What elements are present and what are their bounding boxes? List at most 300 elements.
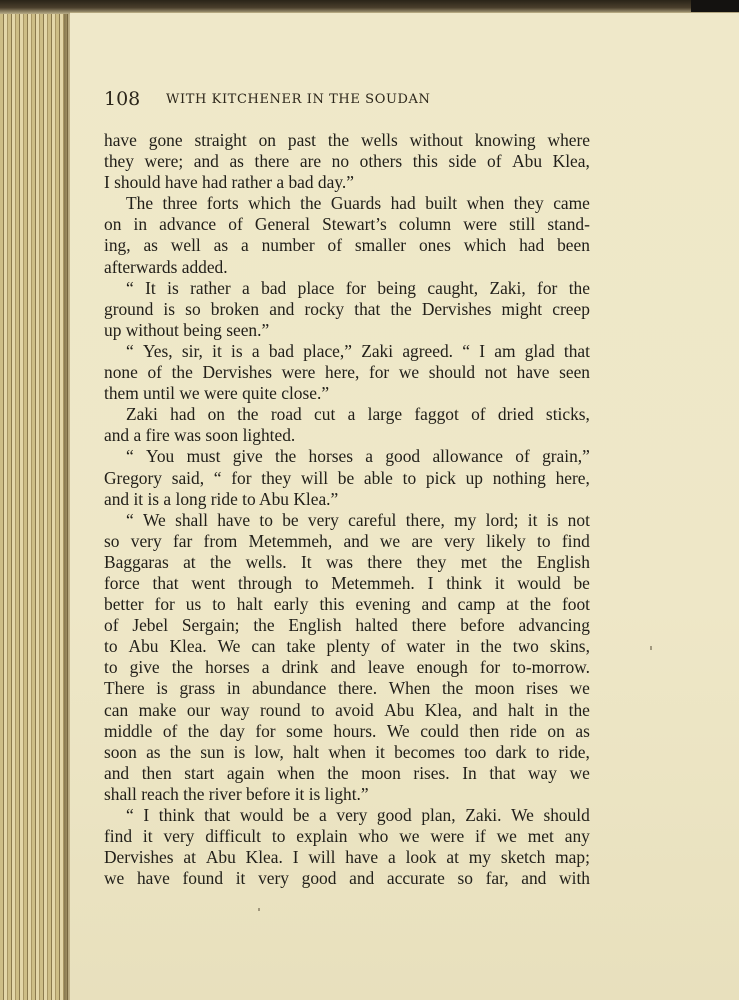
- word: number: [261, 235, 315, 256]
- text-line: [104, 214, 590, 235]
- word: faggot: [414, 404, 459, 425]
- page-header: [104, 84, 564, 114]
- word: good: [376, 805, 412, 825]
- word: water: [406, 636, 445, 657]
- word: would: [517, 572, 561, 593]
- word: column: [398, 214, 452, 235]
- word: none: [104, 362, 138, 383]
- word: likely: [486, 530, 526, 551]
- word: Klea,: [424, 699, 462, 720]
- running-head: WITH KITCHENER IN THE SOUDAN: [166, 92, 431, 107]
- text-line: [104, 678, 590, 699]
- word: at: [446, 847, 459, 868]
- word: wells: [361, 130, 398, 150]
- text-line: [104, 320, 590, 341]
- word: of: [104, 615, 119, 636]
- word: were: [463, 214, 498, 235]
- word: and: [521, 868, 547, 889]
- word: there: [411, 615, 447, 636]
- word: enough: [416, 657, 468, 678]
- word: evening: [355, 594, 411, 615]
- word: sketch: [500, 847, 546, 868]
- word: Sergain;: [181, 615, 240, 636]
- word: very: [307, 509, 339, 530]
- word: we: [569, 678, 590, 699]
- word: met: [460, 551, 487, 572]
- word: English: [288, 615, 342, 636]
- word: good: [385, 446, 421, 467]
- word: of: [162, 720, 178, 741]
- word: from: [203, 530, 238, 551]
- word: is: [156, 678, 168, 699]
- word: who: [358, 826, 389, 847]
- word: place,”: [303, 340, 352, 361]
- word: way: [220, 699, 250, 720]
- word: others: [359, 151, 403, 172]
- word: seen: [559, 362, 590, 383]
- word: We: [511, 805, 534, 825]
- word: of: [471, 404, 486, 425]
- word: for: [255, 720, 276, 741]
- text-line: [104, 193, 590, 214]
- word: so: [457, 868, 473, 889]
- word: very: [336, 805, 368, 825]
- word: went: [191, 572, 226, 593]
- word: they: [104, 151, 134, 172]
- word: is: [233, 741, 246, 762]
- word: side: [448, 151, 477, 172]
- word: Metemmeh.: [331, 572, 415, 593]
- word: Metemmeh,: [248, 530, 333, 551]
- word: Baggaras: [104, 551, 169, 572]
- word: we: [496, 826, 517, 847]
- word: and: [104, 762, 130, 783]
- text-line: [104, 805, 590, 826]
- word: I: [292, 847, 299, 868]
- word: careful: [348, 509, 397, 530]
- word: had: [519, 235, 545, 256]
- word: ground: [104, 298, 154, 319]
- word: far: [172, 530, 193, 551]
- word: ride,: [558, 741, 590, 762]
- word: explain: [296, 826, 348, 847]
- word: to: [104, 636, 118, 657]
- word: came: [553, 193, 590, 214]
- word: a: [319, 805, 327, 825]
- word: of: [228, 214, 243, 235]
- word: on: [258, 130, 276, 150]
- word: Jebel: [132, 615, 169, 636]
- word: have: [217, 509, 251, 530]
- word: past: [287, 130, 316, 150]
- word: here,: [325, 362, 360, 383]
- word: to: [271, 826, 286, 847]
- word: that: [204, 805, 231, 825]
- word: not: [484, 362, 507, 383]
- word: my: [454, 509, 477, 530]
- word: halt: [236, 594, 263, 615]
- word: English: [536, 551, 590, 572]
- word: that: [489, 762, 516, 783]
- word: to: [304, 572, 319, 593]
- word: to-morrow.: [512, 657, 590, 678]
- text-line: [104, 341, 590, 362]
- text-line: [104, 847, 590, 868]
- word: they: [261, 467, 292, 488]
- word: before: [460, 615, 505, 636]
- text-line: [104, 404, 590, 425]
- word: I: [427, 572, 434, 593]
- word: to: [311, 699, 325, 720]
- word: and: [330, 657, 356, 678]
- word: where: [547, 130, 590, 150]
- word: the: [274, 446, 297, 467]
- text-line: [104, 615, 590, 636]
- word: it: [494, 572, 505, 593]
- word: might: [501, 298, 543, 319]
- word: be: [292, 805, 310, 825]
- word: “: [126, 509, 134, 530]
- word: large: [367, 404, 403, 425]
- word: far,: [485, 868, 509, 889]
- word: on: [104, 214, 122, 235]
- word: “: [126, 340, 134, 361]
- word: smaller: [354, 235, 407, 256]
- word: Gregory: [104, 467, 162, 488]
- word: when: [466, 193, 505, 214]
- word: a: [365, 446, 374, 467]
- word: plan,: [421, 805, 456, 825]
- word: there,: [405, 509, 445, 530]
- word: avoid: [335, 699, 374, 720]
- word: able: [363, 467, 393, 488]
- text-line-content: shall reach the river before it is light.”: [104, 783, 369, 804]
- word: we: [104, 868, 125, 889]
- word: of: [515, 446, 530, 467]
- word: there: [367, 551, 403, 572]
- text-line-content: and a fire was soon lighted.: [104, 425, 296, 446]
- word: still: [509, 214, 536, 235]
- word: to: [259, 509, 273, 530]
- page-speck: [258, 908, 260, 911]
- word: said,: [171, 467, 205, 488]
- word: dried: [497, 404, 534, 425]
- word: will: [300, 467, 329, 488]
- word: make: [138, 699, 177, 720]
- word: creep: [552, 298, 590, 319]
- word: halt: [293, 741, 320, 762]
- word: with: [559, 868, 590, 889]
- word: becomes: [394, 741, 455, 762]
- word: low,: [254, 741, 284, 762]
- word: through: [238, 572, 293, 593]
- word: horses: [308, 446, 353, 467]
- word: “: [126, 277, 134, 298]
- word: grass: [179, 678, 216, 699]
- word: for: [345, 277, 366, 298]
- word: we: [379, 530, 401, 551]
- word: is: [167, 277, 179, 298]
- text-line: [104, 468, 590, 489]
- word: for: [368, 362, 390, 383]
- word: the: [300, 193, 322, 214]
- word: have: [104, 130, 137, 150]
- word: is: [546, 509, 559, 530]
- word: forts: [206, 193, 239, 214]
- word: and: [421, 594, 447, 615]
- word: and: [349, 868, 375, 889]
- word: Zaki: [361, 340, 394, 361]
- word: Klea,: [552, 151, 590, 172]
- word: nothing: [492, 467, 546, 488]
- word: have: [345, 847, 379, 868]
- word: Zaki.: [465, 805, 502, 825]
- word: round: [259, 699, 301, 720]
- word: in: [133, 214, 148, 235]
- word: which: [463, 235, 507, 256]
- word: ones: [418, 235, 451, 256]
- word: “: [126, 805, 134, 825]
- word: allowance: [432, 446, 503, 467]
- word: foot: [561, 594, 590, 615]
- word: skins,: [549, 636, 590, 657]
- body-text: [104, 130, 590, 889]
- word: when: [277, 762, 315, 783]
- word: the: [327, 762, 349, 783]
- word: they: [416, 551, 447, 572]
- word: give: [129, 657, 160, 678]
- word: the: [171, 362, 193, 383]
- word: have: [516, 362, 550, 383]
- word: so: [185, 298, 201, 319]
- word: the: [568, 699, 590, 720]
- word: to: [402, 467, 417, 488]
- word: We: [386, 720, 410, 741]
- word: “: [213, 467, 222, 488]
- word: very: [130, 530, 162, 551]
- word: gone: [148, 130, 183, 150]
- word: bad: [261, 277, 287, 298]
- text-line: [104, 657, 590, 678]
- word: When: [388, 678, 431, 699]
- word: three: [162, 193, 198, 214]
- word: we: [399, 826, 420, 847]
- word: will: [308, 847, 336, 868]
- word: place: [297, 277, 335, 298]
- word: force: [104, 572, 140, 593]
- word: Zaki: [126, 404, 158, 425]
- word: in: [544, 699, 559, 720]
- word: straight: [194, 130, 247, 150]
- word: no: [331, 151, 350, 172]
- word: accurate: [386, 868, 445, 889]
- text-line: [104, 573, 590, 594]
- word: up: [465, 467, 483, 488]
- word: we: [569, 762, 590, 783]
- word: should: [428, 362, 476, 383]
- text-line: [104, 552, 590, 573]
- word: of: [380, 636, 396, 657]
- word: be: [573, 572, 590, 593]
- word: had: [390, 193, 416, 214]
- word: built: [425, 193, 458, 214]
- word: that: [354, 298, 381, 319]
- word: We: [217, 636, 241, 657]
- word: sticks,: [545, 404, 590, 425]
- word: There: [104, 678, 145, 699]
- word: better: [104, 594, 144, 615]
- word: am: [494, 340, 516, 361]
- word: glad: [524, 340, 555, 361]
- word: early: [273, 594, 309, 615]
- word: Abu: [128, 636, 159, 657]
- word: road: [270, 404, 302, 425]
- page-number: 108: [104, 88, 141, 110]
- text-line: [104, 489, 590, 510]
- word: that: [152, 572, 179, 593]
- word: Stewart’s: [322, 214, 387, 235]
- word: met: [527, 826, 554, 847]
- word: the: [441, 678, 464, 699]
- word: there: [254, 151, 290, 172]
- word: this: [319, 594, 345, 615]
- word: here,: [555, 467, 590, 488]
- word: to: [537, 530, 551, 551]
- word: the: [568, 277, 590, 298]
- word: could: [420, 720, 459, 741]
- word: give: [232, 446, 263, 467]
- word: halted: [355, 615, 398, 636]
- word: were;: [144, 151, 184, 172]
- word: rises.: [413, 762, 450, 783]
- word: then: [469, 720, 500, 741]
- word: again: [226, 762, 265, 783]
- word: “: [462, 340, 470, 361]
- word: at: [506, 594, 519, 615]
- text-line-content: afterwards added.: [104, 256, 228, 277]
- page-edges: [0, 0, 74, 1000]
- word: stand-: [547, 214, 590, 235]
- word: very: [258, 868, 289, 889]
- word: plenty: [326, 636, 370, 657]
- word: abundance: [252, 678, 327, 699]
- page-speck: [650, 646, 652, 650]
- text-line: [104, 446, 590, 467]
- word: I: [479, 340, 485, 361]
- word: then: [141, 762, 172, 783]
- word: map;: [555, 847, 590, 868]
- word: a: [347, 404, 356, 425]
- word: knowing: [474, 130, 536, 150]
- word: leave: [367, 657, 405, 678]
- word: Klea.: [245, 847, 283, 868]
- word: the: [390, 298, 412, 319]
- word: should: [543, 805, 590, 825]
- text-line: [104, 235, 590, 256]
- word: rocky: [304, 298, 345, 319]
- word: a: [251, 340, 260, 361]
- text-line: [104, 151, 590, 172]
- text-line: [104, 383, 590, 404]
- word: broken: [210, 298, 260, 319]
- word: were: [430, 826, 465, 847]
- word: It: [145, 277, 156, 298]
- text-line: [104, 826, 590, 847]
- word: way: [528, 762, 557, 783]
- word: a: [387, 847, 396, 868]
- word: without: [409, 130, 463, 150]
- word: start: [184, 762, 215, 783]
- word: the: [480, 636, 502, 657]
- word: as: [213, 235, 229, 256]
- text-line: [104, 362, 590, 383]
- word: and: [343, 530, 369, 551]
- word: the: [237, 404, 259, 425]
- word: Klea.: [169, 636, 207, 657]
- word: of: [147, 362, 162, 383]
- word: the: [209, 551, 232, 572]
- word: find: [104, 826, 133, 847]
- word: the: [327, 130, 350, 150]
- word: is: [163, 298, 176, 319]
- word: and: [269, 298, 295, 319]
- word: moon: [361, 762, 401, 783]
- text-line: [104, 868, 590, 889]
- word: Abu: [205, 847, 236, 868]
- word: think: [158, 805, 195, 825]
- word: “: [126, 446, 134, 467]
- word: must: [186, 446, 221, 467]
- word: camp: [457, 594, 496, 615]
- text-line-content: them until we were quite close.”: [104, 383, 330, 404]
- word: found: [182, 868, 224, 889]
- word: of: [487, 151, 502, 172]
- word: difficult: [205, 826, 261, 847]
- word: too: [464, 741, 487, 762]
- word: and: [472, 699, 498, 720]
- word: take: [286, 636, 316, 657]
- word: In: [462, 762, 477, 783]
- word: can: [104, 699, 129, 720]
- word: bad: [268, 340, 294, 361]
- word: any: [564, 826, 590, 847]
- word: are: [411, 530, 433, 551]
- word: have: [136, 868, 170, 889]
- text-line: [104, 531, 590, 552]
- word: us: [185, 594, 202, 615]
- word: which: [248, 193, 291, 214]
- word: sun: [200, 741, 225, 762]
- text-line: [104, 721, 590, 742]
- text-line-content: and it is a long ride to Abu Klea.”: [104, 488, 339, 509]
- word: the: [253, 615, 275, 636]
- word: a: [240, 235, 249, 256]
- word: for: [231, 467, 252, 488]
- word: as: [229, 151, 244, 172]
- text-line: [104, 784, 590, 805]
- word: well: [170, 235, 201, 256]
- word: pick: [425, 467, 456, 488]
- word: hours.: [333, 720, 377, 741]
- word: it: [527, 509, 538, 530]
- word: is: [231, 340, 243, 361]
- word: are: [299, 151, 322, 172]
- word: horses: [205, 657, 250, 678]
- text-line: [104, 594, 590, 615]
- word: moon: [474, 678, 515, 699]
- word: the: [529, 594, 552, 615]
- word: the: [501, 551, 523, 572]
